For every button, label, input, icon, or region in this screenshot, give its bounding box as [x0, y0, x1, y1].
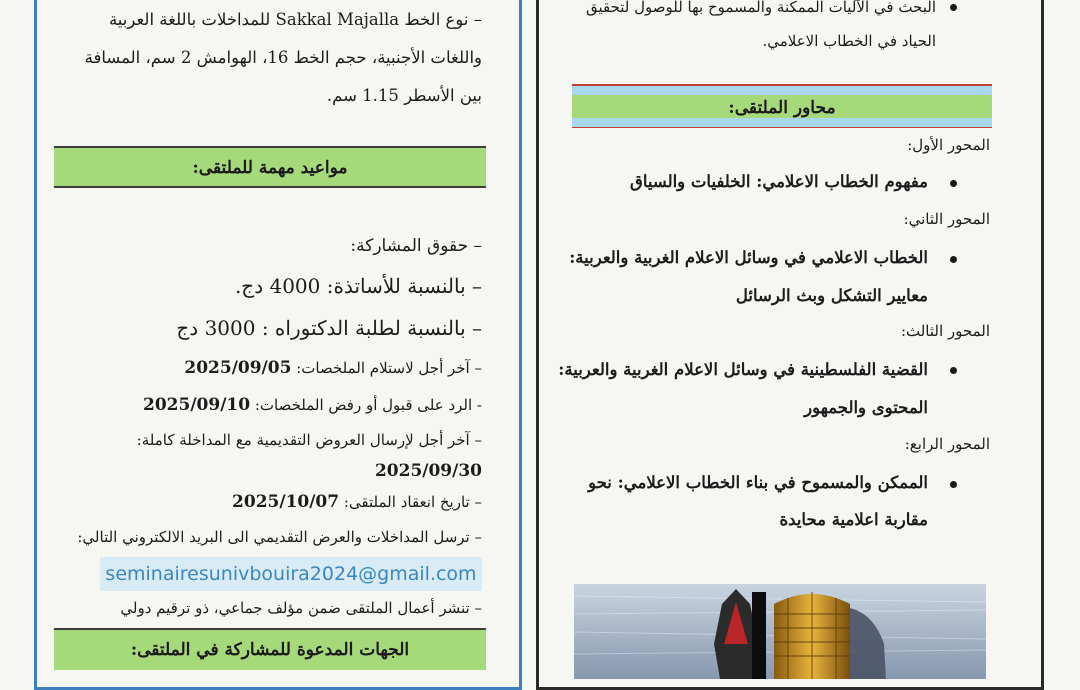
deadline-abstracts — [184, 360, 482, 377]
reply-date: 2025/09/10 — [143, 395, 251, 415]
microphone-illustration — [574, 584, 986, 679]
full-paper-label: – آخر أجل لإرسال العروض التقديمية مع المداخلة كاملة: — [136, 431, 482, 449]
axis-2-item-line-2: معايير التشكل وبث الرسائل — [735, 286, 928, 305]
fees-label: – حقوق المشاركة: — [350, 236, 482, 256]
fee-professors: – بالنسبة للأساتذة: 4000 دج. — [234, 274, 482, 298]
axis-4-title: المحور الرابع: — [904, 435, 990, 453]
font-spec-line-3: بين الأسطر 1.15 سم. — [326, 86, 482, 105]
axis-3-item-line-2: المحتوى والجمهور — [804, 398, 928, 417]
deadline-abstracts-label: – آخر أجل لاستلام الملخصات: — [296, 359, 482, 377]
event-date-label: – تاريخ انعقاد الملتقى: — [343, 493, 482, 511]
bullet — [950, 180, 957, 187]
decorative-photo — [574, 584, 986, 679]
axes-heading: محاور الملتقى: — [572, 84, 992, 128]
email-link[interactable]: seminairesunivbouira2024@gmail.com — [100, 557, 482, 591]
axis-3-item-line-1: القضية الفلسطينية في وسائل الاعلام الغربية والعربية: — [558, 360, 928, 379]
send-to-label: – ترسل المداخلات والعرض التقديمي الى البريد الالكتروني التالي: — [77, 528, 482, 546]
fee-phd: – بالنسبة لطلبة الدكتوراه : 3000 دج — [176, 316, 482, 340]
publication-note: – تنشر أعمال الملتقى ضمن مؤلف جماعي، ذو ترقيم دولي — [120, 599, 482, 617]
axis-3-title: المحور الثالث: — [900, 322, 990, 340]
event-date: 2025/10/07 — [232, 492, 340, 512]
bullet — [950, 481, 957, 488]
axis-4-item-line-2: مقاربة اعلامية محايدة — [779, 510, 928, 529]
dates-heading: مواعيد مهمة للملتقى: — [54, 146, 486, 188]
axis-4-item-line-1: الممكن والمسموح في بناء الخطاب الاعلامي: نحو — [588, 473, 928, 492]
invited-heading: الجهات المدعوة للمشاركة في الملتقى: — [54, 628, 486, 670]
axis-2-item-line-1: الخطاب الاعلامي في وسائل الاعلام الغربية والعربية: — [569, 248, 928, 267]
reply-label: - الرد على قبول أو رفض الملخصات: — [254, 396, 482, 414]
axis-2-title: المحور الثاني: — [903, 210, 990, 228]
reply-deadline — [143, 397, 482, 414]
axis-1-item: مفهوم الخطاب الاعلامي: الخلفيات والسياق — [630, 172, 928, 191]
bullet — [950, 4, 957, 11]
full-paper-date: 2025/09/30 — [374, 461, 482, 481]
bullet — [950, 256, 957, 263]
font-spec-line-2: واللغات الأجنبية، حجم الخط 16، الهوامش 2 سم، المسافة — [84, 48, 482, 67]
objective-line-1: البحث في الآليات الممكنة والمسموح بها للوصول لتحقيق — [585, 0, 936, 16]
objective-line-2: الحياد في الخطاب الاعلامي. — [762, 32, 936, 50]
axis-1-title: المحور الأول: — [907, 136, 990, 154]
deadline-abstracts-date: 2025/09/05 — [184, 358, 292, 378]
bullet — [950, 367, 957, 374]
event-date-row — [232, 494, 482, 511]
font-spec-line-1: – نوع الخط Sakkal Majalla للمداخلات باللغة العربية — [108, 10, 482, 29]
